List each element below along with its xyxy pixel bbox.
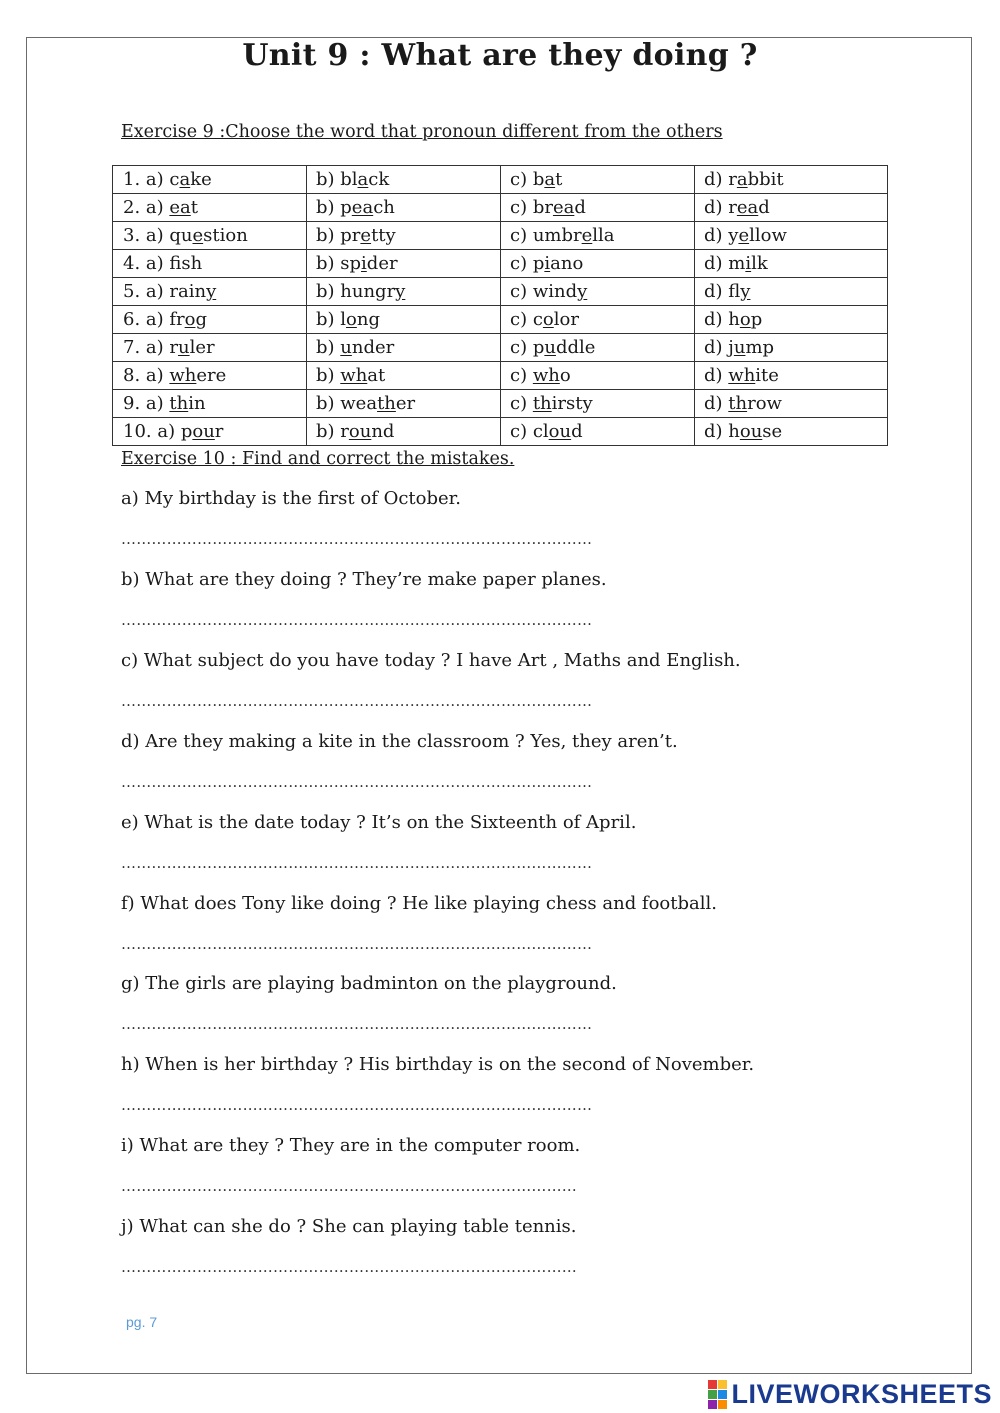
word-option[interactable]: c) puddle bbox=[501, 334, 695, 362]
word-option[interactable]: c) piano bbox=[501, 250, 695, 278]
table-row bbox=[113, 278, 888, 306]
underlined-sound: i bbox=[544, 252, 551, 274]
word-option[interactable]: d) jump bbox=[695, 334, 888, 362]
underlined-sound: e bbox=[581, 224, 593, 246]
logo-square bbox=[708, 1390, 717, 1399]
sentence: d) Are they making a kite in the classroom ? Yes, they aren’t. bbox=[121, 730, 678, 752]
logo-square bbox=[708, 1380, 717, 1389]
answer-line[interactable]: ………………………………………………………………………………… bbox=[121, 530, 593, 548]
word-option[interactable]: 7. a) ruler bbox=[113, 334, 307, 362]
word-option[interactable]: 6. a) frog bbox=[113, 306, 307, 334]
underlined-sound: ou bbox=[192, 420, 215, 442]
underlined-sound: u bbox=[544, 336, 556, 358]
word-option[interactable]: d) yellow bbox=[695, 222, 888, 250]
table-row bbox=[113, 306, 888, 334]
underlined-sound: u bbox=[177, 336, 190, 358]
word-option[interactable]: c) color bbox=[501, 306, 695, 334]
word-option[interactable]: b) round bbox=[307, 418, 501, 446]
logo-square bbox=[718, 1380, 727, 1389]
table-row bbox=[113, 250, 888, 278]
underlined-sound: wh bbox=[728, 364, 756, 386]
table-row bbox=[113, 390, 888, 418]
word-option[interactable]: 1. a) cake bbox=[113, 166, 307, 194]
underlined-sound: y bbox=[206, 280, 217, 302]
underlined-sound: ea bbox=[736, 196, 759, 218]
underlined-sound: o bbox=[739, 308, 751, 330]
underlined-sound: th bbox=[532, 392, 552, 414]
underlined-sound: o bbox=[184, 308, 196, 330]
underlined-sound: ea bbox=[351, 196, 374, 218]
answer-line[interactable]: ………………………………………………………………………………… bbox=[121, 610, 593, 629]
page-number: pg. 7 bbox=[126, 1314, 158, 1330]
word-option[interactable]: c) thirsty bbox=[501, 390, 695, 418]
underlined-sound: y bbox=[577, 280, 588, 302]
sentence: f) What does Tony like doing ? He like playing chess and football. bbox=[121, 892, 717, 914]
table-row bbox=[113, 194, 888, 222]
word-option[interactable]: 3. a) question bbox=[113, 222, 307, 250]
sentence: c) What subject do you have today ? I have Art , Maths and English. bbox=[121, 649, 741, 671]
liveworksheets-logo-icon bbox=[708, 1380, 727, 1409]
underlined-sound: ou bbox=[548, 420, 572, 442]
word-option[interactable]: b) spider bbox=[307, 250, 501, 278]
logo-square bbox=[718, 1390, 727, 1399]
underlined-sound: th bbox=[728, 392, 748, 414]
word-option[interactable]: 10. a) pour bbox=[113, 418, 307, 446]
underlined-sound: th bbox=[169, 392, 189, 414]
word-option[interactable]: 9. a) thin bbox=[113, 390, 307, 418]
sentence: b) What are they doing ? They’re make paper planes. bbox=[121, 568, 607, 590]
exercise-10-heading: Exercise 10 : Find and correct the mistakes. bbox=[121, 449, 515, 469]
word-option[interactable]: d) hop bbox=[695, 306, 888, 334]
word-option[interactable]: c) bread bbox=[501, 194, 695, 222]
underlined-sound: a bbox=[544, 168, 556, 190]
answer-line[interactable]: ………………………………………………………………………………… bbox=[121, 772, 593, 791]
underlined-sound: th bbox=[377, 392, 396, 414]
word-option[interactable]: d) milk bbox=[695, 250, 888, 278]
word-option[interactable]: b) under bbox=[307, 334, 501, 362]
word-option[interactable]: d) rabbit bbox=[695, 166, 888, 194]
word-option[interactable]: d) read bbox=[695, 194, 888, 222]
word-option[interactable]: d) house bbox=[695, 418, 888, 446]
word-option[interactable]: c) umbrella bbox=[501, 222, 695, 250]
table-row bbox=[113, 362, 888, 390]
underlined-sound: wh bbox=[532, 364, 560, 386]
brand-logo[interactable] bbox=[708, 1378, 992, 1410]
word-option[interactable]: d) fly bbox=[695, 278, 888, 306]
pronunciation-table bbox=[112, 165, 888, 446]
table-row bbox=[113, 334, 888, 362]
answer-line[interactable]: ……………………………………………………………………………… bbox=[121, 1177, 577, 1196]
underlined-sound: ou bbox=[739, 420, 763, 442]
table-row bbox=[113, 222, 888, 250]
word-option[interactable]: b) hungry bbox=[307, 278, 501, 306]
word-option[interactable]: b) peach bbox=[307, 194, 501, 222]
underlined-sound: ou bbox=[348, 420, 372, 442]
word-option[interactable]: b) black bbox=[307, 166, 501, 194]
word-option[interactable]: d) white bbox=[695, 362, 888, 390]
answer-line[interactable]: ………………………………………………………………………………… bbox=[121, 934, 593, 953]
underlined-sound: a bbox=[736, 168, 748, 190]
sentence: h) When is her birthday ? His birthday is on the second of November. bbox=[121, 1054, 755, 1076]
word-option[interactable]: b) pretty bbox=[307, 222, 501, 250]
exercise-9-heading: Exercise 9 :Choose the word that pronoun different from the others bbox=[121, 122, 723, 142]
word-option[interactable]: d) throw bbox=[695, 390, 888, 418]
word-option[interactable]: 4. a) fsh bbox=[113, 250, 307, 278]
underlined-sound: ea bbox=[169, 196, 191, 218]
answer-line[interactable]: ………………………………………………………………………………… bbox=[121, 1096, 593, 1115]
word-option[interactable]: c) cloud bbox=[501, 418, 695, 446]
word-option[interactable]: 2. a) eat bbox=[113, 194, 307, 222]
sentence: j) What can she do ? She can playing table tennis. bbox=[121, 1216, 577, 1238]
underlined-sound: u bbox=[340, 336, 352, 358]
underlined-sound: o bbox=[346, 308, 357, 330]
underlined-sound: o bbox=[542, 308, 554, 330]
word-option[interactable]: c) bat bbox=[501, 166, 695, 194]
brand-name: LIVEWORKSHEETS bbox=[731, 1378, 992, 1409]
sentence: i) What are they ? They are in the computer room. bbox=[121, 1135, 581, 1157]
underlined-sound: u bbox=[733, 336, 746, 358]
underlined-sound: e bbox=[192, 224, 204, 246]
sentence: g) The girls are playing badminton on the playground. bbox=[121, 973, 617, 995]
underlined-sound: i bbox=[361, 252, 367, 274]
underlined-sound: a bbox=[357, 168, 369, 190]
word-option[interactable]: c) windy bbox=[501, 278, 695, 306]
logo-square bbox=[708, 1400, 717, 1409]
answer-line[interactable]: ………………………………………………………………………………… bbox=[121, 853, 593, 872]
underlined-sound: wh bbox=[169, 364, 197, 386]
word-option[interactable]: b) what bbox=[307, 362, 501, 390]
answer-line[interactable]: ………………………………………………………………………………… bbox=[121, 1015, 593, 1034]
table-row bbox=[113, 166, 888, 194]
underlined-sound: y bbox=[740, 280, 751, 302]
underlined-sound: i bbox=[745, 252, 752, 274]
word-option[interactable]: 8. a) where bbox=[113, 362, 307, 390]
underlined-sound: e bbox=[738, 224, 750, 246]
answer-line[interactable]: ………………………………………………………………………………… bbox=[121, 691, 593, 710]
underlined-sound: a bbox=[179, 168, 191, 190]
table-row bbox=[113, 418, 888, 446]
underlined-sound: e bbox=[360, 224, 372, 246]
underlined-sound: wh bbox=[340, 364, 368, 386]
word-option[interactable]: 5. a) rainy bbox=[113, 278, 307, 306]
underlined-sound: ea bbox=[552, 196, 575, 218]
sentence: e) What is the date today ? It’s on the Sixteenth of April. bbox=[121, 811, 637, 833]
word-option[interactable]: c) who bbox=[501, 362, 695, 390]
underlined-sound: y bbox=[395, 280, 406, 302]
word-option[interactable]: b) weather bbox=[307, 390, 501, 418]
page-title: Unit 9 : What are they doing ? bbox=[242, 38, 758, 73]
sentence: a) My birthday is the first of October. bbox=[121, 488, 462, 509]
answer-line[interactable]: ……………………………………………………………………………… bbox=[121, 1258, 577, 1277]
logo-square bbox=[718, 1400, 727, 1409]
word-option[interactable]: b) long bbox=[307, 306, 501, 334]
